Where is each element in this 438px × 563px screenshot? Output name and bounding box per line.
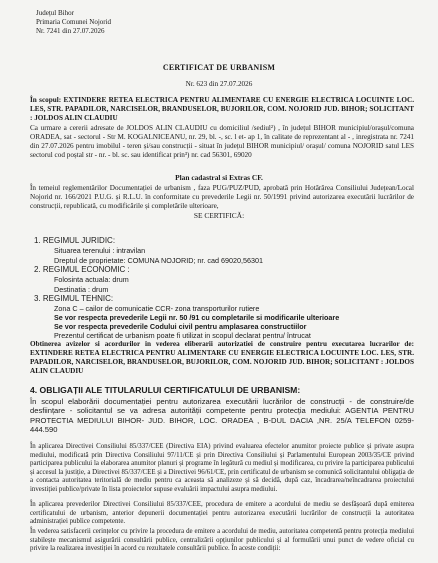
obligations-paragraph-4: În vederea satisfacerii cerințelor cu privire la procedura de emitere a acordului de mediu, autoritatea competentă pentru protecția mediului stabilește mecanismul asigurării consultării publice, centralizării opțiunilor publicului și al formulării unui punct de vedere oficial cu privire la realizarea investiției în acord cu rezultatele consultării publice. În aceste condiții:	[30, 528, 414, 553]
obligations-paragraph-3: În aplicarea prevederilor Directivei Consiliului 85/337/CEE, procedura de emitere a acordului de mediu se desfășoară după emiterea certificatului de urbanism, anterior depunerii documentației pentru autorizarea executării lucrărilor de construcții la autoritatea administrației publice competente.	[30, 501, 414, 526]
obligations-paragraph-1: În scopul elaborării documentației pentru autorizarea executării lucrărilor de construcții - de construire/de desființare - solicitantul se va adresa autorității competente pentru protecția mediului: AGENTIA PENTRU PROTECTIA MEDIULUI BIHOR- JUD. BIHOR, LOC. ORADEA , B-DUL DACIA ,NR. 25/A TELEFON 0259-444.590	[30, 397, 414, 435]
certifies-heading: SE CERTIFICĂ:	[193, 211, 245, 220]
obligations-paragraph-2: În aplicarea Directivei Consiliului 85/337/CEE (Directiva EIA) privind evaluarea efectelor anumitor proiecte publice și private asupra mediului, modificată prin Directiva Consiliului 97/11/CE și prin Directiva Consiliului și Parlamentului European 2003/35/CE privind participarea publicului la elaborarea anumitor planuri și programe în legătură cu mediul și modificarea, cu privire la participarea publicului și accesul la justiție, a Directivei 85/337/CEE și a Directivei 96/61/CE, prin certificatul de urbanism se comunică solicitantului obligația de a contacta autoritatea teritorială de mediu pentru ca aceasta să analizeze și să decidă, după caz, încadrarea/neîncadrarea proiectului investiției publice/private în lista proiectelor supuse evaluării impactului asupra mediului.	[30, 443, 414, 493]
plan-label: Plan cadastral si Extras CF.	[175, 173, 263, 182]
section-tehnic-heading: 3. REGIMUL TEHNIC:	[34, 294, 114, 303]
intro-paragraph: În scopul: EXTINDERE RETEA ELECTRICA PENTRU ALIMENTARE CU ENERGIE ELECTRICA LOCUINTE LOC. LES, STR. PAPADILOR, NARCISELOR, BRANDUSELOR, BUJORILOR, COM. NOJORID JUD. BIHOR; SOLICITANT : JOLDOS ALIN CLAUDIU	[30, 96, 414, 122]
legal-basis-paragraph: În temeiul reglementărilor Documentației de urbanism , faza PUG/PUZ/PUD, aprobată prin Hotărârea Consiliului Județean/Local Nojorid nr. 166/2021 P.U.G. și R.L.U. în conformitate cu prevederile Legii nr. 50/1991 privind autorizarea executării lucrărilor de construcții, republicată, cu modificările și completările ulterioare,	[30, 184, 414, 210]
section-economic-heading: 2. REGIMUL ECONOMIC :	[34, 265, 130, 274]
juridic-situation: Situarea terenului : intravilan	[54, 246, 146, 255]
obligations-heading: 4. OBLIGAȚII ALE TITULARULUI CERTIFICATULUI DE URBANISM:	[30, 385, 301, 395]
document-title: CERTIFICAT DE URBANISM	[162, 63, 276, 72]
economic-current-use: Folosinta actuala: drum	[54, 275, 129, 284]
header-registration: Nr. 7241 din 27.07.2026	[36, 27, 105, 35]
juridic-ownership: Dreptul de proprietate: COMUNA NOJORID; nr. cad 69020,56301	[54, 256, 263, 265]
economic-destination: Destinatia : drum	[54, 285, 109, 294]
certificate-number: Nr. 623 din 27.07.2026	[185, 80, 253, 88]
tehnic-permits-paragraph: Obtinerea avizelor si acordurilor in vederea eliberarii autorizatiei de construire pentru executarea lucrarilor de: EXTINDERE RETEA ELECTRICA PENTRU ALIMENTARE CU ENERGIE ELECTRICA LOCUINTE LOC. LES, STR. PAPADILOR, NARCISELOR, BRANDUSELOR, BUJORILOR, COM. NOJORID JUD. BIHOR; SOLICITANT : JOLDOS ALIN CLAUDIU	[30, 340, 414, 375]
tehnic-civil-code: Se vor respecta prevederile Codului civil pentru amplasarea constructiilor	[54, 322, 307, 331]
header-town-hall: Primaria Comunei Nojorid	[36, 18, 112, 26]
tehnic-usage: Prezentul certificat de urbanism poate fi utilizat in scopul declarat pentru/ întrucat	[54, 331, 311, 340]
tehnic-zone: Zona C – cailor de comunicatie CCR- zona transporturilor rutiere	[54, 304, 260, 313]
section-juridic-heading: 1. REGIMUL JURIDIC:	[34, 236, 116, 245]
tehnic-law-50: Se vor respecta prevederile Legii nr. 50 /91 cu completarile si modificarile ulterioare	[54, 313, 340, 322]
header-county: Județul Bihor	[36, 9, 74, 17]
request-paragraph: Ca urmare a cererii adresate de JOLDOS ALIN CLAUDIU cu domiciliul /sediul²) , în județul BIHOR municipiul/orașul/comuna ORADEA, sat - sectorul - Str M. KOGALNICEANU, nr. 29, bl. -, sc. l et- ap 1, în calitate de reprezentant al - , inregistrata nr. 7241 din 27.07.2026 pentru imobilul - teren și/sau construcții - situat în județul BIHOR municipiul/ orașul/ comuna NOJORID satul LES sectorul cod poștal str - nr. - bl. sc. sau identificat prin³) nr. cad 56301, 69020	[30, 124, 414, 159]
